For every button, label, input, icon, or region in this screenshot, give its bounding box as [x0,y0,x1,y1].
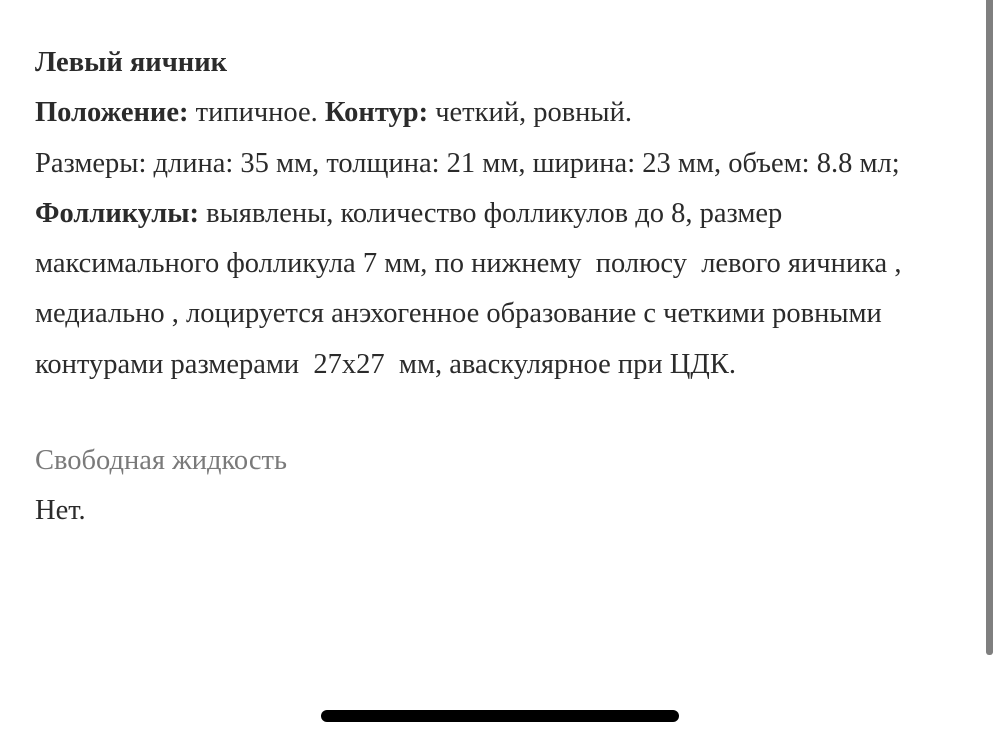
section-heading-free-fluid: Свободная жидкость [35,445,287,477]
sizes-follicles-paragraph [35,139,950,390]
sizes-text: Размеры: длина: 35 мм, толщина: 21 мм, ширина: 23 мм, объем: 8.8 мл; [35,147,907,179]
contour-label: Контур: [324,97,429,129]
position-contour-line [35,88,950,138]
position-value: типичное. [188,97,325,129]
section-gap [35,390,950,436]
contour-value: четкий, ровный. [428,97,632,129]
section-title-left-ovary: Левый яичник [35,47,228,78]
position-label: Положение: [35,97,189,129]
follicles-value: выявлены, количество фолликулов до 8, размер максимального фолликула 7 мм, по нижнему полюсу левого яичника , медиально , лоцируется анэхогенное образование с четкими ровными контурами размерами 27x27 мм, аваскулярное при ЦДК. [35,197,909,380]
free-fluid-value: Нет. [35,495,86,527]
report-content [35,38,950,537]
home-indicator[interactable] [321,710,679,722]
follicles-label: Фолликулы: [35,197,200,229]
vertical-scrollbar[interactable] [986,0,993,655]
